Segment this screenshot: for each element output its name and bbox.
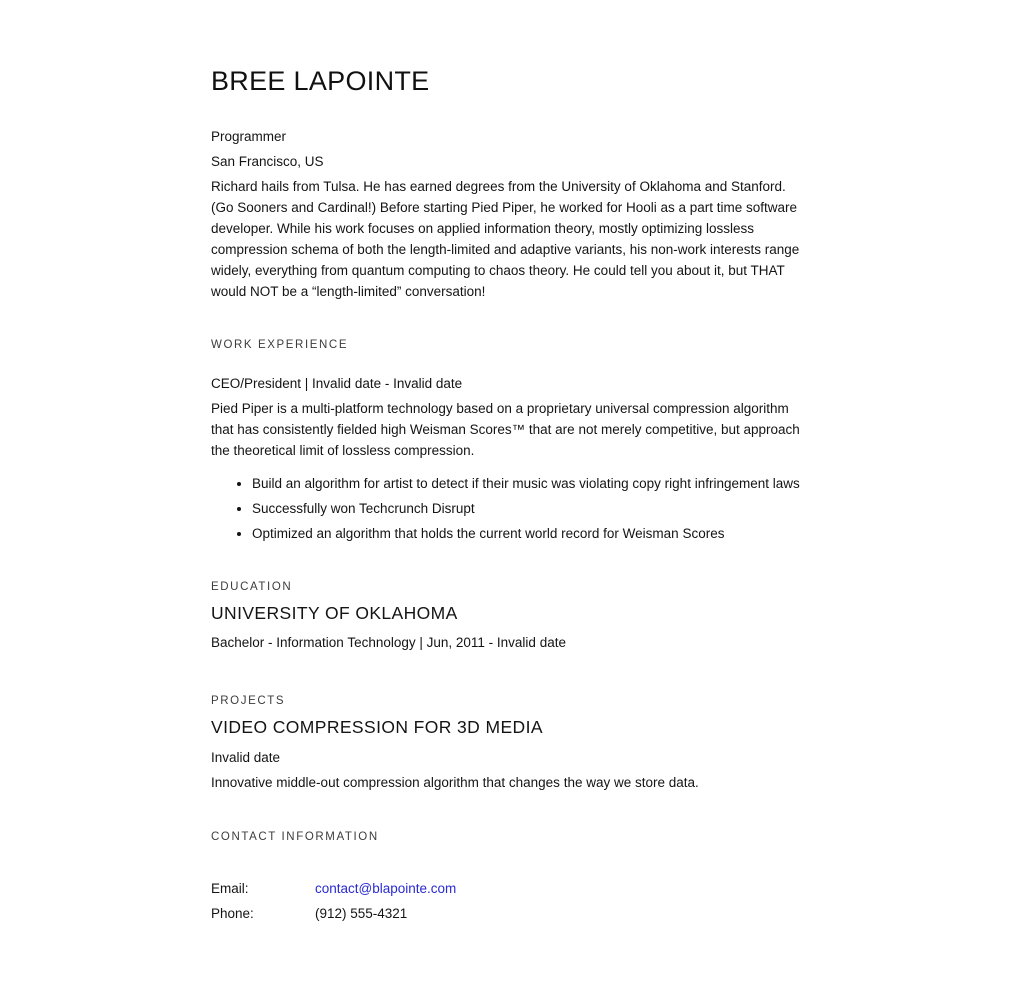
school-name: UNIVERSITY OF OKLAHOMA (211, 603, 458, 623)
degree-line: Bachelor - Information Technology | Jun, 2011 - Invalid date (211, 635, 566, 650)
person-location: San Francisco, US (211, 154, 324, 169)
phone-value: (912) 555-4321 (315, 906, 408, 921)
contact-row-phone (211, 903, 811, 924)
job-bullet: • Successfully won Techcrunch Disrupt (252, 498, 800, 519)
education-heading: EDUCATION (211, 581, 293, 593)
person-name: BREE LAPOINTE (211, 66, 430, 96)
contact-heading: CONTACT INFORMATION (211, 831, 379, 843)
contact-section (211, 830, 811, 924)
job-title-line: CEO/President | Invalid date - Invalid date (211, 376, 463, 391)
projects-heading: PROJECTS (211, 695, 286, 707)
summary-paragraph: Richard hails from Tulsa. He has earned degrees from the University of Oklahoma and Stanford. (Go Sooners and Cardinal!) Before starting Pied Piper, he worked for Hooli as a part time software developer. While his work focuses on applied information theory, mostly optimizing lossless compression schema of both the length-limited and adaptive variants, his non-work interests range widely, everything from quantum computing to chaos theory. He could tell you about it, but THAT would NOT be a “length-limited” conversation! (211, 179, 800, 299)
job-description: Pied Piper is a multi-platform technology based on a proprietary universal compression algorithm that has consistently fielded high Weisman Scores™ that are not merely competitive, but approach the theoretical limit of lossless compression. (211, 401, 800, 458)
work-experience-section (211, 338, 811, 544)
contact-row-email (211, 878, 811, 899)
job-bullet: • Build an algorithm for artist to detect if their music was violating copy right infringement laws (252, 473, 800, 494)
email-link[interactable]: contact@blapointe.com (315, 881, 457, 896)
project-description: Innovative middle-out compression algorithm that changes the way we store data. (211, 775, 699, 790)
job-bullet-list (211, 473, 811, 544)
email-label: Email: (211, 881, 249, 896)
education-section (211, 580, 811, 653)
job-bullet: • Optimized an algorithm that holds the current world record for Weisman Scores (252, 523, 800, 544)
person-role: Programmer (211, 129, 287, 144)
resume-page (211, 0, 811, 924)
project-title: VIDEO COMPRESSION FOR 3D MEDIA (211, 717, 543, 737)
project-date: Invalid date (211, 750, 281, 765)
work-experience-heading: WORK EXPERIENCE (211, 339, 349, 351)
phone-label: Phone: (211, 906, 254, 921)
projects-section (211, 694, 811, 793)
contact-rows (211, 878, 811, 924)
